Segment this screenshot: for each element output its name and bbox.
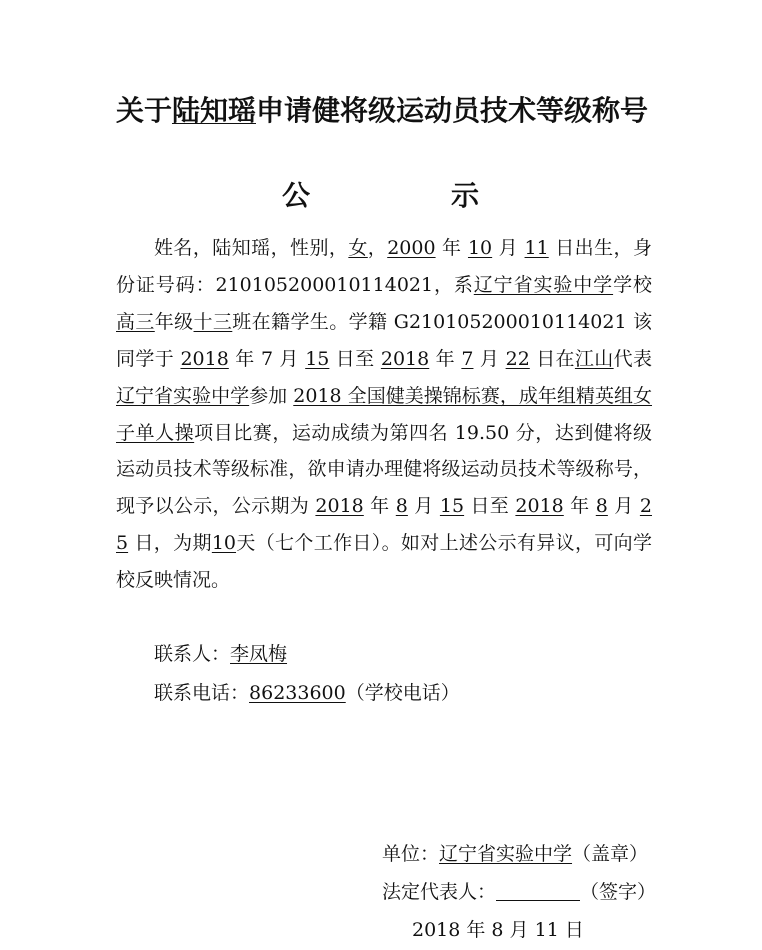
notice-body <box>116 230 652 599</box>
body-text: 年 <box>429 347 462 370</box>
body-text: 日至 <box>329 347 381 370</box>
underlined-field: 2018 <box>380 347 430 370</box>
underlined-field: 辽宁省实验中学 <box>116 384 250 407</box>
body-text: 年 <box>435 237 468 259</box>
underlined-field: 22 <box>505 347 530 370</box>
underlined-field: 2018 <box>515 495 564 518</box>
footer-date: 2018 年 8 月 11 日 <box>412 919 584 941</box>
underlined-field: 15 <box>305 347 330 370</box>
contact-person-label: 联系人： <box>154 643 231 665</box>
underlined-field: 2018 <box>315 495 364 518</box>
body-text: 月 <box>607 495 640 518</box>
body-text: 年 7 月 <box>228 347 306 370</box>
underlined-field: 辽宁省实验中学 <box>473 273 614 296</box>
body-text: 代表 <box>613 347 652 370</box>
body-text: 年 <box>563 495 596 518</box>
underlined-field: 8 <box>395 495 408 518</box>
contact-phone-note: （学校电话） <box>345 682 460 704</box>
footer-unit-label: 单位： <box>382 843 440 865</box>
contact-person-line <box>154 639 287 666</box>
body-text: ， <box>367 237 388 259</box>
contact-phone-label: 联系电话： <box>154 682 250 704</box>
body-text: 月 <box>407 495 440 518</box>
underlined-field: 江山 <box>574 347 614 370</box>
footer-rep-label: 法定代表人： <box>382 881 497 903</box>
body-text: 项目比赛，运动成绩为第四名 19.50 分，达到健将级运动员技术等级标准，欲申请办理健将级运动员技术等级称号，现予以公示，公示期为 <box>116 421 652 518</box>
footer-rep-line <box>382 877 656 904</box>
body-text: 年级 <box>154 310 194 333</box>
title-name: 陆知瑶 <box>171 94 256 127</box>
body-text: 日在 <box>529 347 575 370</box>
footer-unit-line <box>382 839 648 866</box>
underlined-field: 十三 <box>193 310 233 333</box>
underlined-field: 25 <box>116 495 652 555</box>
body-text: 日出生，身份证号码：210105200010114021，系 <box>116 237 652 296</box>
notice-title <box>112 88 652 134</box>
signature-blank <box>496 881 580 901</box>
body-text: 月 <box>492 237 525 259</box>
body-text: 日至 <box>464 495 516 518</box>
subtitle-char-2: 示 <box>451 179 480 212</box>
body-text: 天（七个工作日）。如对上述公示有异议，可向学校反映情况。 <box>116 532 652 592</box>
footer-rep-note: （签字） <box>580 881 657 903</box>
subtitle-char-1: 公 <box>282 179 311 212</box>
title-suffix: 申请健将级运动员技术等级称号 <box>256 94 649 127</box>
contact-person-name: 李凤梅 <box>230 643 288 665</box>
body-text: 班在籍学生。学籍 G210105200010114021 该同学于 <box>116 310 652 370</box>
body-text: 姓名，陆知瑶，性别， <box>154 237 349 259</box>
title-prefix: 关于 <box>115 94 172 127</box>
underlined-field: 女 <box>348 237 368 259</box>
contact-phone-number: 86233600 <box>249 682 346 704</box>
body-text: 月 <box>473 347 506 370</box>
notice-subtitle <box>0 174 762 210</box>
underlined-field: 2018 全国健美操锦标赛，成年组精英组女子单人操 <box>116 384 652 444</box>
contact-phone-line <box>154 678 460 705</box>
footer-unit-note: （盖章） <box>572 843 649 865</box>
underlined-field: 8 <box>595 495 608 518</box>
body-text: 日，为期 <box>128 532 212 555</box>
underlined-field: 高三 <box>116 310 155 333</box>
body-text: 学校 <box>613 273 652 296</box>
body-text: 参加 <box>249 384 294 407</box>
underlined-field: 10 <box>211 532 237 555</box>
underlined-field: 2000 <box>387 237 436 259</box>
underlined-field: 7 <box>461 347 474 370</box>
footer-unit-name: 辽宁省实验中学 <box>439 843 573 865</box>
underlined-field: 2018 <box>180 347 229 370</box>
underlined-field: 15 <box>439 495 465 518</box>
body-text: 年 <box>363 495 396 518</box>
underlined-field: 10 <box>467 237 493 259</box>
underlined-field: 11 <box>524 237 549 259</box>
